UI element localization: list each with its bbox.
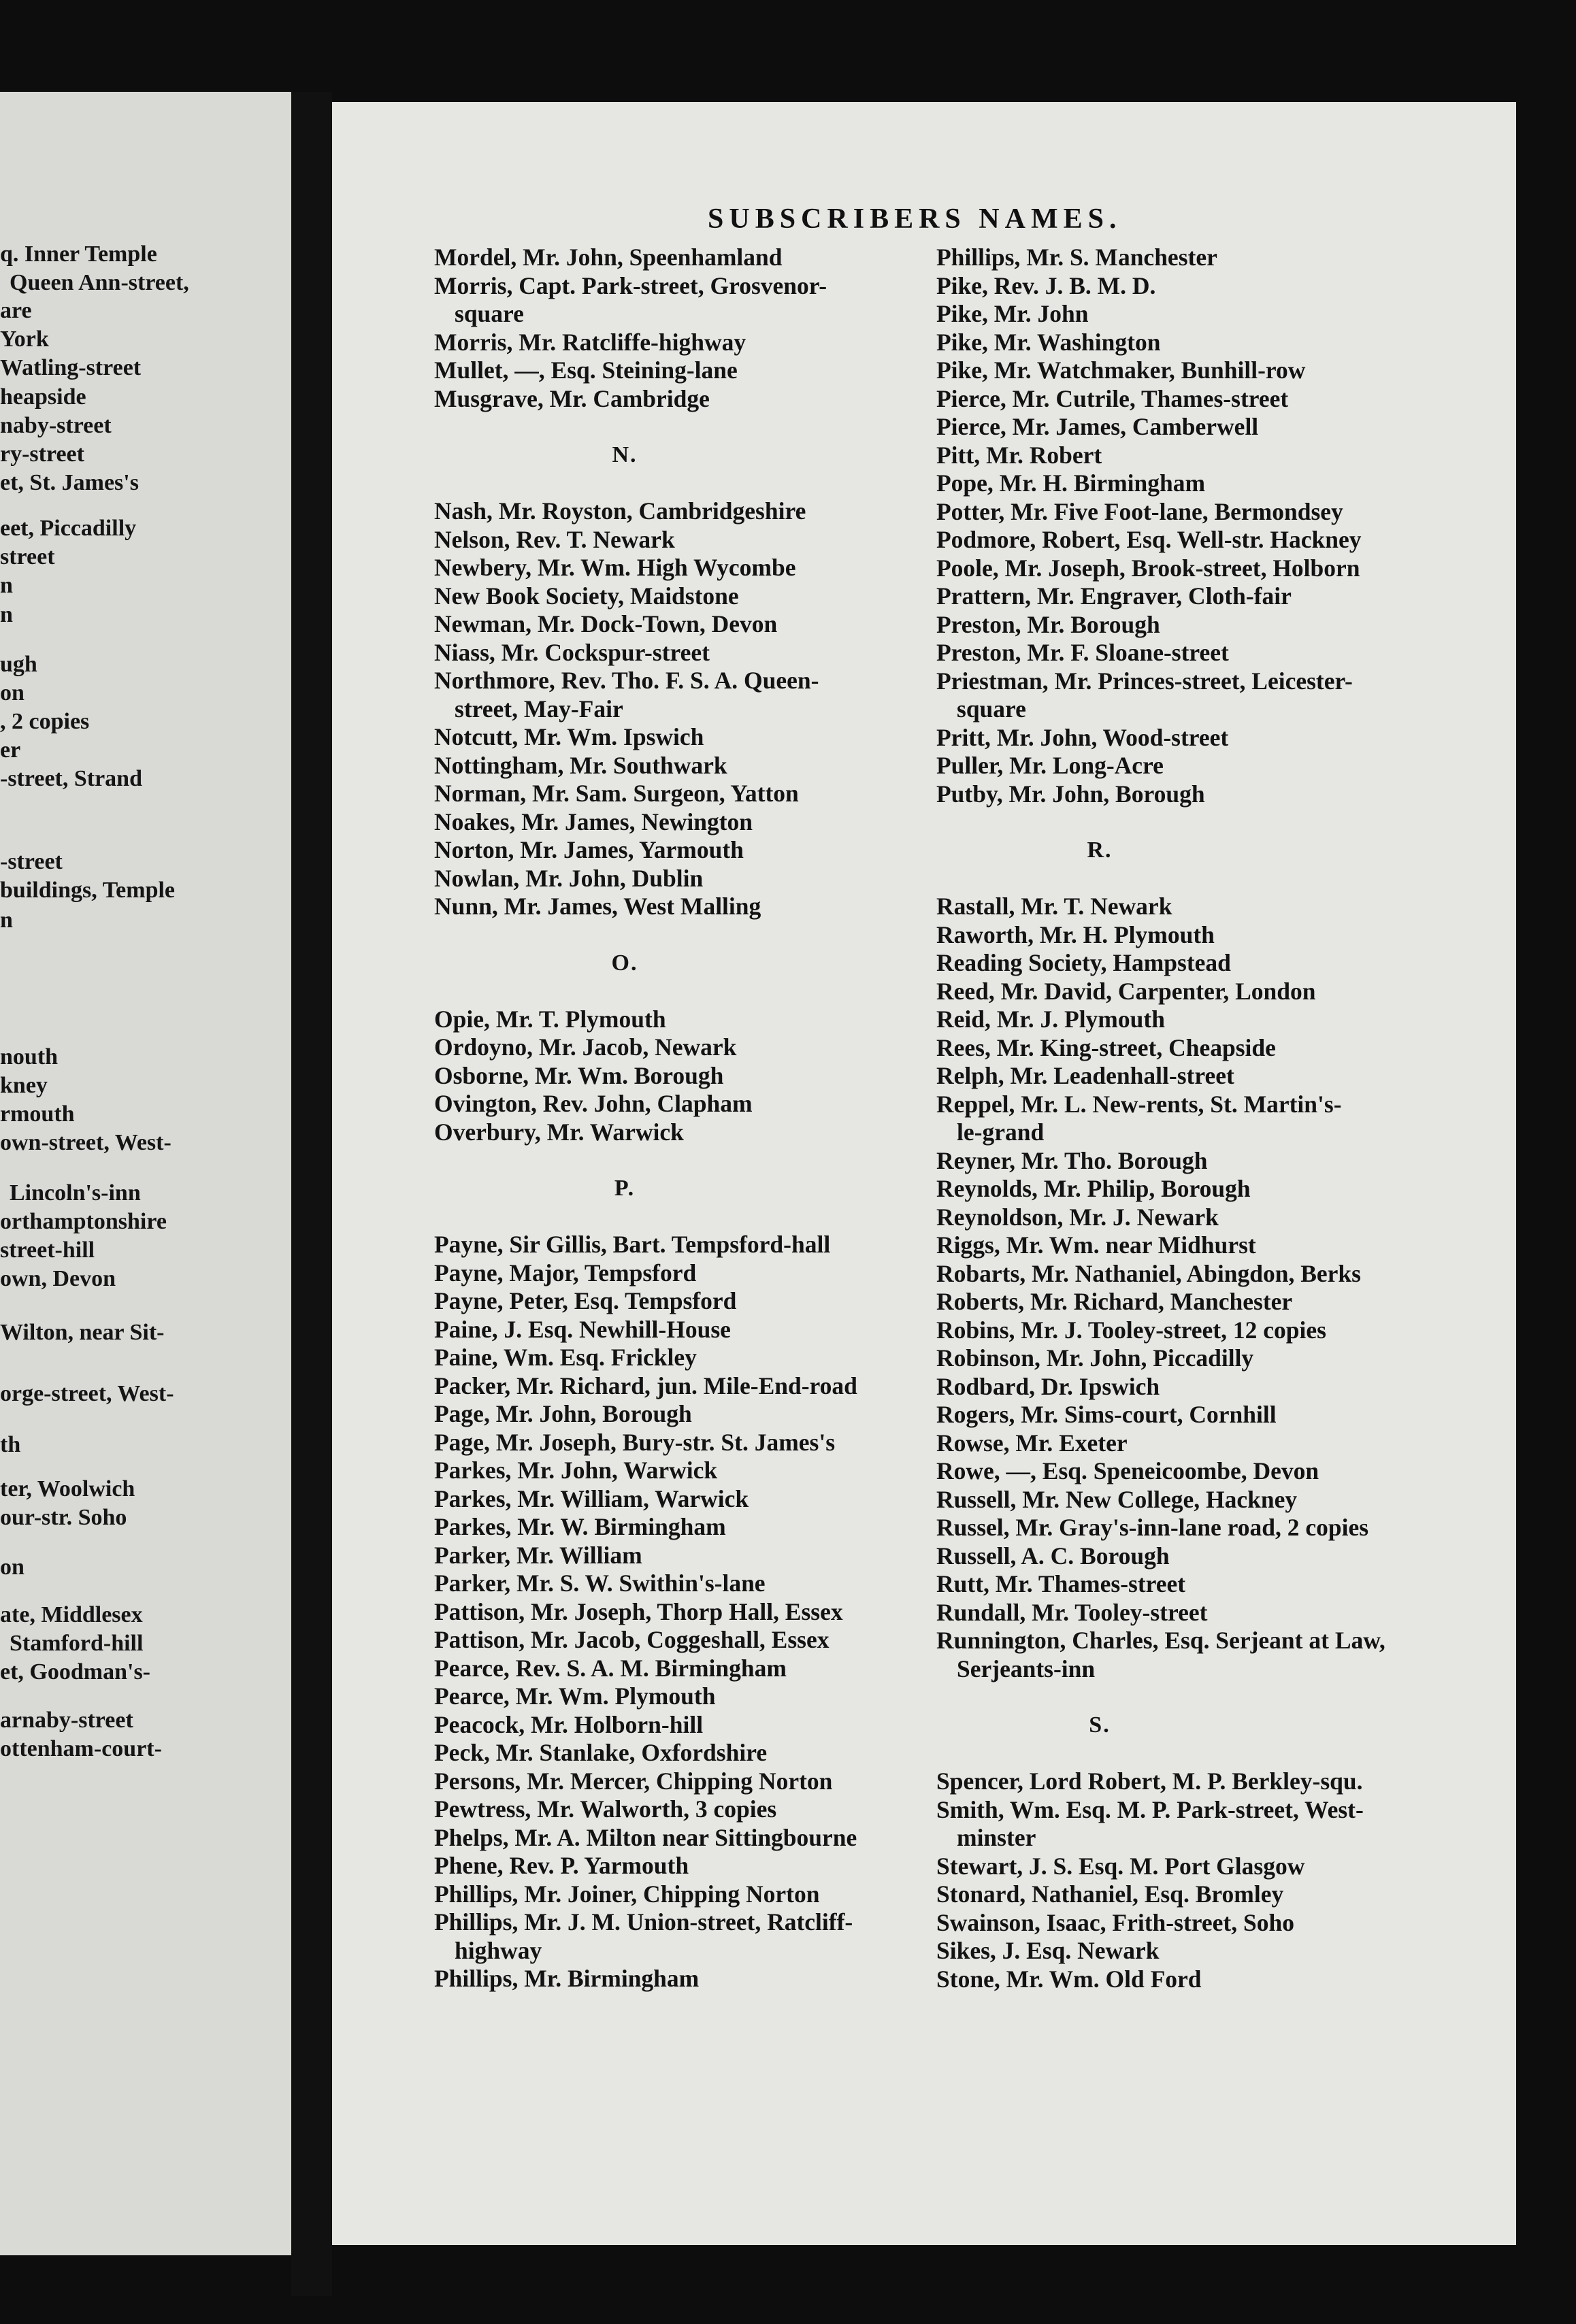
subscriber-entry: Pierce, Mr. Cutrile, Thames-street	[936, 384, 1289, 412]
book-gutter	[291, 92, 332, 2296]
subscriber-entry-continuation: square	[455, 300, 524, 327]
subscriber-entry: Pritt, Mr. John, Wood-street	[936, 723, 1229, 751]
subscriber-entry: Reading Society, Hampstead	[936, 949, 1231, 976]
facing-page-line: on	[0, 1555, 24, 1580]
subscriber-entry: Parkes, Mr. W. Birmingham	[434, 1513, 726, 1540]
subscriber-entry: Podmore, Robert, Esq. Well-str. Hackney	[936, 526, 1362, 553]
subscriber-entry: Nowlan, Mr. John, Dublin	[434, 864, 704, 892]
subscriber-entry: Parker, Mr. S. W. Swithin's-lane	[434, 1570, 766, 1597]
subscriber-entry: Morris, Capt. Park-street, Grosvenor-	[434, 271, 827, 299]
subscriber-entry: Pattison, Mr. Joseph, Thorp Hall, Essex	[434, 1597, 843, 1625]
subscriber-entry: Russell, A. C. Borough	[936, 1542, 1170, 1570]
facing-page-line: own-street, West-	[0, 1130, 171, 1155]
facing-page-line: our-str. Soho	[0, 1505, 127, 1530]
subscriber-entry: Parkes, Mr. John, Warwick	[434, 1457, 718, 1484]
facing-page-line: rmouth	[0, 1101, 75, 1127]
facing-page-line: naby-street	[0, 413, 112, 438]
facing-page-line: th	[0, 1432, 21, 1457]
facing-page-line: -street	[0, 849, 63, 874]
subscriber-entry: Mordel, Mr. John, Speenhamland	[434, 244, 783, 271]
page-heading: SUBSCRIBERS NAMES.	[708, 203, 1122, 235]
subscriber-entry: Page, Mr. John, Borough	[434, 1400, 692, 1427]
facing-page-line: on	[0, 680, 24, 706]
subscriber-entry: Robarts, Mr. Nathaniel, Abingdon, Berks	[936, 1259, 1361, 1287]
subscriber-entry: Noakes, Mr. James, Newington	[434, 808, 753, 835]
subscriber-entry: Phillips, Mr. Joiner, Chipping Norton	[434, 1880, 820, 1908]
subscriber-entry: Smith, Wm. Esq. M. P. Park-street, West-	[936, 1795, 1364, 1823]
subscriber-entry: Paine, Wm. Esq. Frickley	[434, 1344, 697, 1371]
subscriber-entry: Nottingham, Mr. Southwark	[434, 751, 727, 779]
subscriber-entry: Peacock, Mr. Holborn-hill	[434, 1710, 704, 1738]
facing-page-line: York	[0, 327, 49, 352]
subscriber-entry: Nash, Mr. Royston, Cambridgeshire	[434, 497, 806, 525]
facing-page-line: et, St. James's	[0, 470, 139, 495]
subscriber-entry: Preston, Mr. F. Sloane-street	[936, 639, 1229, 666]
subscriber-entry: Northmore, Rev. Tho. F. S. A. Queen-	[434, 667, 819, 694]
subscriber-entry: Pierce, Mr. James, Camberwell	[936, 413, 1259, 440]
subscriber-entry: Robins, Mr. J. Tooley-street, 12 copies	[936, 1316, 1326, 1344]
subscriber-entry: Parkes, Mr. William, Warwick	[434, 1484, 749, 1512]
section-letter: O.	[611, 950, 638, 976]
facing-page-line: Stamford-hill	[10, 1631, 144, 1656]
subscriber-entry: Raworth, Mr. H. Plymouth	[936, 920, 1215, 948]
facing-page-line: ugh	[0, 652, 37, 677]
subscriber-entry: Nunn, Mr. James, West Malling	[434, 893, 761, 920]
subscriber-entry: Prattern, Mr. Engraver, Cloth-fair	[936, 582, 1292, 610]
subscriber-entry: Parker, Mr. William	[434, 1541, 642, 1569]
subscriber-entry: Rowe, —, Esq. Speneicoombe, Devon	[936, 1457, 1319, 1484]
subscriber-entry: Russell, Mr. New College, Hackney	[936, 1485, 1298, 1513]
subscriber-entry: Osborne, Mr. Wm. Borough	[434, 1061, 724, 1089]
subscriber-entry: Opie, Mr. T. Plymouth	[434, 1005, 666, 1033]
subscriber-entry-continuation: minster	[957, 1824, 1036, 1851]
subscriber-entry: Pike, Mr. Watchmaker, Bunhill-row	[936, 356, 1306, 384]
subscriber-entry: Relph, Mr. Leadenhall-street	[936, 1062, 1234, 1089]
facing-page-line: ottenham-court-	[0, 1736, 162, 1761]
subscriber-entry: Phelps, Mr. A. Milton near Sittingbourne	[434, 1823, 857, 1851]
subscriber-entry: Reid, Mr. J. Plymouth	[936, 1006, 1165, 1033]
subscriber-entry: Phillips, Mr. S. Manchester	[936, 244, 1217, 271]
subscriber-entry: Phillips, Mr. J. M. Union-street, Ratcliff-	[434, 1908, 853, 1936]
facing-page-line: ter, Woolwich	[0, 1476, 135, 1501]
subscriber-entry: Mullet, —, Esq. Steining-lane	[434, 356, 738, 384]
facing-page-line: , 2 copies	[0, 709, 90, 734]
facing-page-line: er	[0, 737, 21, 763]
facing-page-line: -street, Strand	[0, 766, 142, 791]
subscriber-entry: Pewtress, Mr. Walworth, 3 copies	[434, 1795, 777, 1823]
subscriber-entry: Riggs, Mr. Wm. near Midhurst	[936, 1231, 1256, 1259]
subscriber-entry: Priestman, Mr. Princes-street, Leicester-	[936, 667, 1353, 695]
facing-page-line: q. Inner Temple	[0, 242, 157, 267]
subscriber-entry: Putby, Mr. John, Borough	[936, 780, 1205, 808]
subscriber-entry: Russel, Mr. Gray's-inn-lane road, 2 copies	[936, 1514, 1369, 1541]
subscriber-entry: Pearce, Mr. Wm. Plymouth	[434, 1682, 716, 1710]
subscriber-entry: Ordoyno, Mr. Jacob, Newark	[434, 1033, 737, 1061]
subscriber-entry: Packer, Mr. Richard, jun. Mile-End-road	[434, 1372, 857, 1399]
subscriber-entry: Pattison, Mr. Jacob, Coggeshall, Essex	[434, 1626, 830, 1653]
facing-page-line: street	[0, 544, 55, 569]
subscriber-entry: Pearce, Rev. S. A. M. Birmingham	[434, 1654, 787, 1682]
subscriber-entry: Notcutt, Mr. Wm. Ipswich	[434, 723, 704, 750]
facing-page-line: orthamptonshire	[0, 1209, 167, 1234]
subscriber-entry-continuation: Serjeants-inn	[957, 1655, 1096, 1682]
subscriber-entry: Page, Mr. Joseph, Bury-str. St. James's	[434, 1428, 836, 1456]
subscriber-column-left	[434, 244, 857, 1993]
facing-page-line: Lincoln's-inn	[10, 1180, 141, 1206]
subscriber-entry: Swainson, Isaac, Frith-street, Soho	[936, 1908, 1294, 1936]
subscriber-entry: Rogers, Mr. Sims-court, Cornhill	[936, 1401, 1277, 1428]
facing-page-line: are	[0, 298, 32, 323]
subscriber-entry: Pike, Rev. J. B. M. D.	[936, 271, 1156, 299]
subscriber-entry: Payne, Sir Gillis, Bart. Tempsford-hall	[434, 1231, 831, 1258]
subscriber-entry: Roberts, Mr. Richard, Manchester	[936, 1288, 1293, 1315]
subscriber-entry: Rundall, Mr. Tooley-street	[936, 1598, 1208, 1626]
subscriber-entry: Sikes, J. Esq. Newark	[936, 1937, 1160, 1964]
subscriber-entry: Payne, Major, Tempsford	[434, 1259, 697, 1286]
facing-page-line: kney	[0, 1073, 48, 1098]
section-letter: S.	[1089, 1712, 1111, 1738]
subscriber-entry: Overbury, Mr. Warwick	[434, 1118, 684, 1146]
facing-page-line: buildings, Temple	[0, 878, 176, 903]
facing-page-line: nouth	[0, 1044, 59, 1069]
section-letter: P.	[614, 1176, 636, 1201]
subscriber-entry: Phillips, Mr. Birmingham	[434, 1965, 700, 1992]
subscriber-entry: Newbery, Mr. Wm. High Wycombe	[434, 554, 796, 581]
subscriber-entry: Rutt, Mr. Thames-street	[936, 1570, 1186, 1597]
subscriber-entry: Rodbard, Dr. Ipswich	[936, 1372, 1160, 1400]
subscriber-entry: Reynolds, Mr. Philip, Borough	[936, 1175, 1251, 1202]
subscriber-entry: Pike, Mr. Washington	[936, 328, 1161, 356]
subscriber-entry: Payne, Peter, Esq. Tempsford	[434, 1287, 737, 1314]
subscriber-entry: Rastall, Mr. T. Newark	[936, 893, 1172, 920]
subscriber-entry: Reyner, Mr. Tho. Borough	[936, 1146, 1208, 1174]
facing-page-fragment	[0, 92, 291, 2255]
subscriber-entry: Spencer, Lord Robert, M. P. Berkley-squ.	[936, 1767, 1363, 1795]
subscriber-entry: Pike, Mr. John	[936, 300, 1089, 327]
facing-page-line: n	[0, 908, 13, 933]
subscriber-entry: Preston, Mr. Borough	[936, 610, 1160, 638]
subscriber-entry: Norton, Mr. James, Yarmouth	[434, 836, 744, 863]
facing-page-line: n	[0, 602, 13, 627]
subscriber-entry: Rees, Mr. King-street, Cheapside	[936, 1033, 1276, 1061]
subscriber-entry: Norman, Mr. Sam. Surgeon, Yatton	[434, 780, 799, 807]
subscriber-entry: Puller, Mr. Long-Acre	[936, 752, 1164, 779]
section-letter: R.	[1087, 837, 1113, 863]
facing-page-line: et, Goodman's-	[0, 1659, 150, 1684]
facing-page-line: ate, Middlesex	[0, 1602, 143, 1627]
subscriber-entry: Pope, Mr. H. Birmingham	[936, 469, 1206, 497]
subscriber-entry: Pitt, Mr. Robert	[936, 441, 1102, 469]
facing-page-line: arnaby-street	[0, 1708, 133, 1733]
subscriber-entry: Reppel, Mr. L. New-rents, St. Martin's-	[936, 1090, 1342, 1118]
facing-page-line: Wilton, near Sit-	[0, 1320, 165, 1345]
subscriber-entry: Newman, Mr. Dock-Town, Devon	[434, 610, 778, 637]
subscriber-entry: Reynoldson, Mr. J. Newark	[936, 1203, 1219, 1231]
facing-page-line: own, Devon	[0, 1266, 116, 1291]
subscriber-entry: Niass, Mr. Cockspur-street	[434, 638, 710, 666]
subscriber-entry: Runnington, Charles, Esq. Serjeant at Law,	[936, 1627, 1385, 1654]
facing-page-line: ry-street	[0, 442, 84, 467]
facing-page-line: Queen Ann-street,	[10, 270, 189, 295]
subscriber-entry: Phene, Rev. P. Yarmouth	[434, 1852, 689, 1879]
subscriber-column-right	[936, 244, 1385, 1993]
subscriber-entry: Musgrave, Mr. Cambridge	[434, 384, 710, 412]
book-page	[332, 102, 1516, 2245]
facing-page-line: Watling-street	[0, 355, 142, 380]
facing-page-line: street-hill	[0, 1238, 95, 1263]
facing-page-line: heapside	[0, 384, 86, 410]
subscriber-entry: Rowse, Mr. Exeter	[936, 1429, 1128, 1457]
subscriber-entry: Nelson, Rev. T. Newark	[434, 525, 675, 553]
subscriber-entry-continuation: le-grand	[957, 1118, 1045, 1146]
subscriber-entry: Poole, Mr. Joseph, Brook-street, Holborn	[936, 554, 1360, 582]
subscriber-entry: Persons, Mr. Mercer, Chipping Norton	[434, 1767, 833, 1795]
section-letter: N.	[612, 442, 638, 467]
subscriber-entry: New Book Society, Maidstone	[434, 582, 739, 610]
facing-page-line: eet, Piccadilly	[0, 516, 137, 541]
subscriber-entry-continuation: street, May-Fair	[455, 695, 623, 723]
subscriber-entry: Peck, Mr. Stanlake, Oxfordshire	[434, 1739, 768, 1766]
subscriber-entry: Morris, Mr. Ratcliffe-highway	[434, 328, 746, 356]
subscriber-entry: Stewart, J. S. Esq. M. Port Glasgow	[936, 1852, 1305, 1880]
subscriber-entry: Robinson, Mr. John, Piccadilly	[936, 1344, 1254, 1372]
subscriber-entry: Potter, Mr. Five Foot-lane, Bermondsey	[936, 497, 1343, 525]
subscriber-entry-continuation: highway	[455, 1936, 542, 1964]
subscriber-entry: Paine, J. Esq. Newhill-House	[434, 1315, 731, 1343]
facing-page-line: orge-street, West-	[0, 1381, 174, 1406]
facing-page-line: n	[0, 573, 13, 598]
subscriber-entry-continuation: square	[957, 695, 1026, 723]
subscriber-entry: Reed, Mr. David, Carpenter, London	[936, 977, 1316, 1005]
subscriber-entry: Stonard, Nathaniel, Esq. Bromley	[936, 1880, 1284, 1908]
subscriber-entry: Stone, Mr. Wm. Old Ford	[936, 1965, 1202, 1993]
subscriber-entry: Ovington, Rev. John, Clapham	[434, 1090, 753, 1117]
